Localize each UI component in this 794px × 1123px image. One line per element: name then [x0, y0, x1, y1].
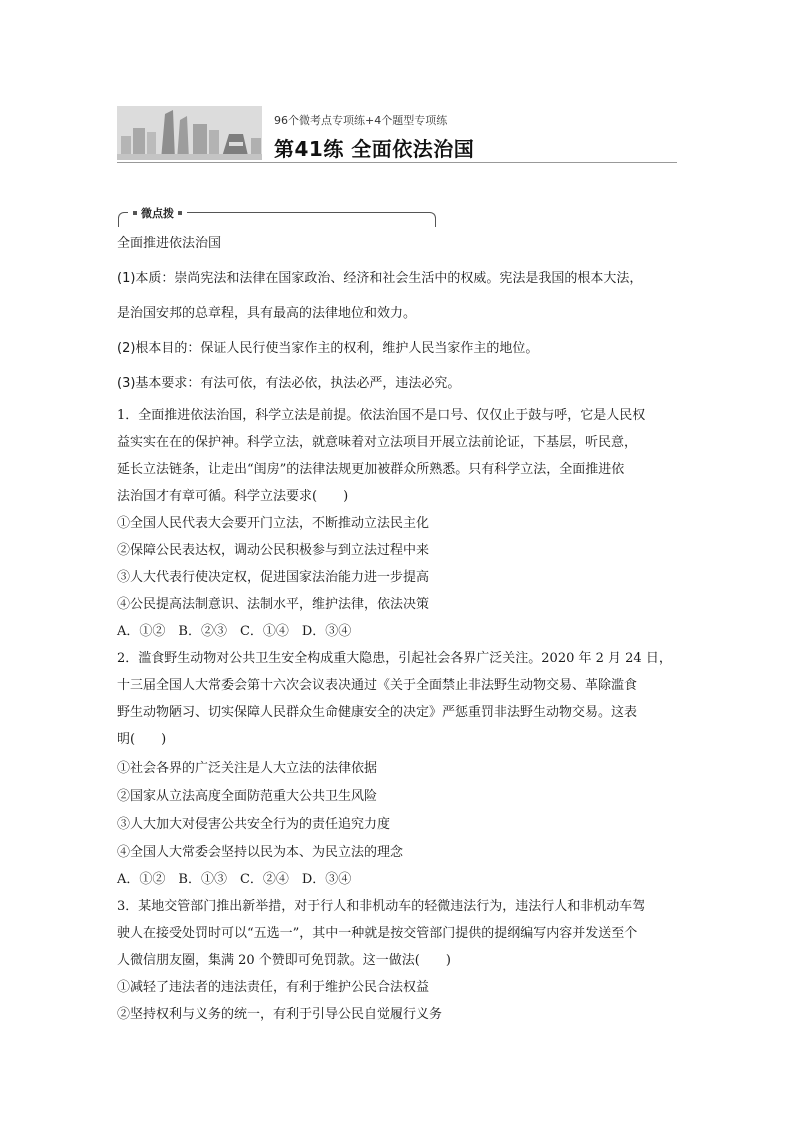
header-banner-image [117, 106, 262, 160]
point-box-heading: 全面推进依法治国 [117, 236, 222, 251]
point-line: (3)基本要求：有法可依，有法必依，执法必严，违法必究。 [117, 376, 461, 391]
city-skyline-icon [117, 106, 262, 160]
question-1-stem: 益实实在在的保护神。科学立法，就意味着对立法项目开展立法前论证，下基层，听民意， [117, 435, 638, 450]
question-1-option: ④公民提高法制意识、法制水平，维护法律，依法决策 [117, 597, 430, 612]
header-subtitle: 96个微考点专项练+4个题型专项练 [274, 114, 448, 127]
question-1-stem: 法治国才有章可循。科学立法要求( ) [117, 489, 349, 504]
question-1-stem: 延长立法链条，让走出“闺房”的法律法规更加被群众所熟悉。只有科学立法，全面推进依 [117, 462, 625, 477]
question-2-option: ③人大加大对侵害公共安全行为的责任追究力度 [117, 817, 391, 832]
point-box-label [128, 205, 187, 221]
question-3-stem: 3．某地交管部门推出新举措，对于行人和非机动车的轻微违法行为，违法行人和非机动车驾 [117, 899, 646, 914]
header-divider [117, 162, 677, 163]
question-2-stem: 2．滥食野生动物对公共卫生安全构成重大隐患，引起社会各界广泛关注。2020 年 2 月 24 日， [117, 651, 672, 666]
point-box-label-text: 微点拨 [141, 207, 174, 220]
question-1-option: ①全国人民代表大会要开门立法，不断推动立法民主化 [117, 516, 430, 531]
question-2-option: ②国家从立法高度全面防范重大公共卫生风险 [117, 789, 378, 804]
question-2-option: ①社会各界的广泛关注是人大立法的法律依据 [117, 761, 378, 776]
point-line: (2)根本目的：保证人民行使当家作主的权利，维护人民当家作主的地位。 [117, 341, 539, 356]
question-2-option: ④全国人大常委会坚持以民为本、为民立法的理念 [117, 845, 404, 860]
question-2-stem: 明( ) [117, 732, 167, 747]
question-3-stem: 驶人在接受处罚时可以“五选一”，其中一种就是按交管部门提供的提纲编写内容并发送至个 [117, 926, 638, 941]
point-line: 是治国安邦的总章程，具有最高的法律地位和效力。 [117, 306, 417, 321]
question-1-stem: 1．全面推进依法治国，科学立法是前提。依法治国不是口号、仅仅止于鼓与呼，它是人民权 [117, 408, 646, 423]
question-2-choices: A．①② B．①③ C．②④ D．③④ [117, 872, 352, 887]
question-2-stem: 野生动物陋习、切实保障人民群众生命健康安全的决定》严惩重罚非法野生动物交易。这表 [117, 705, 638, 720]
question-1-option: ③人大代表行使决定权，促进国家法治能力进一步提高 [117, 570, 430, 585]
page-title: 第41练 全面依法治国 [274, 137, 475, 161]
question-3-stem: 人微信朋友圈，集满 20 个赞即可免罚款。这一做法( ) [117, 953, 451, 968]
question-1-option: ②保障公民表达权，调动公民积极参与到立法过程中来 [117, 543, 430, 558]
question-1-choices: A．①② B．②③ C．①④ D．③④ [117, 624, 352, 639]
question-3-option: ①减轻了违法者的违法责任，有利于维护公民合法权益 [117, 980, 430, 995]
square-bullet-icon [133, 211, 137, 215]
question-3-option: ②坚持权利与义务的统一，有利于引导公民自觉履行义务 [117, 1007, 443, 1022]
question-2-stem: 十三届全国人大常委会第十六次会议表决通过《关于全面禁止非法野生动物交易、革除滥食 [117, 678, 638, 693]
square-bullet-icon [178, 211, 182, 215]
point-line: (1)本质：崇尚宪法和法律在国家政治、经济和社会生活中的权威。宪法是我国的根本大法， [117, 271, 643, 286]
